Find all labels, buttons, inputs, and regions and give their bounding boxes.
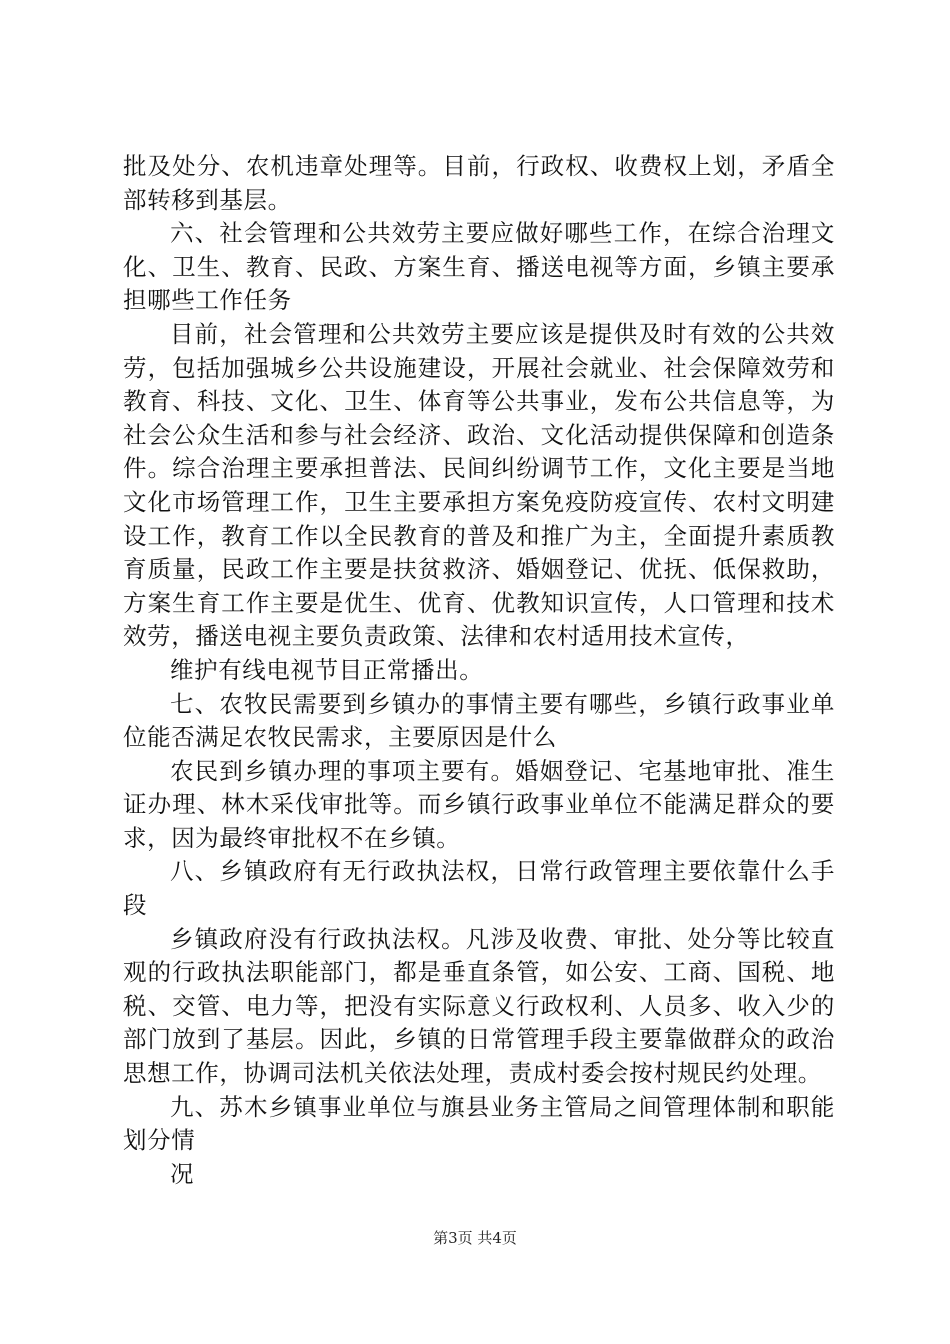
question-nine-heading: 九、苏木乡镇事业单位与旗县业务主管局之间管理体制和职能划分情: [123, 1092, 835, 1155]
question-seven-answer: 农民到乡镇办理的事项主要有。婚姻登记、宅基地审批、准生证办理、林木采伐审批等。而乡镇行政事业单位不能满足群众的要求，因为最终审批权不在乡镇。: [123, 756, 835, 852]
question-seven-heading: 七、农牧民需要到乡镇办的事情主要有哪些，乡镇行政事业单位能否满足农牧民需求，主要原因是什么: [123, 689, 835, 752]
question-eight-heading: 八、乡镇政府有无行政执法权，日常行政管理主要依靠什么手段: [123, 857, 835, 920]
question-six-answer-end: 维护有线电视节目正常播出。: [170, 655, 484, 684]
question-nine-heading-end: 况: [170, 1159, 195, 1188]
document-body: [123, 150, 835, 1191]
paragraph-continuation: 批及处分、农机违章处理等。目前，行政权、收费权上划，矛盾全部转移到基层。: [123, 152, 835, 214]
page-number-footer: 第3页 共4页: [433, 1229, 517, 1247]
question-six-heading: 六、社会管理和公共效劳主要应做好哪些工作，在综合治理文化、卫生、教育、民政、方案生育、播送电视等方面，乡镇主要承担哪些工作任务: [123, 219, 835, 315]
question-eight-answer: 乡镇政府没有行政执法权。凡涉及收费、审批、处分等比较直观的行政执法职能部门，都是垂直条管，如公安、工商、国税、地税、交管、电力等，把没有实际意义行政权利、人员多、收入少的部门放到了基层。因此，乡镇的日常管理手段主要靠做群众的政治思想工作，协调司法机关依法处理，责成村委会按村规民约处理。: [123, 924, 835, 1088]
question-six-answer: 目前，社会管理和公共效劳主要应该是提供及时有效的公共效劳，包括加强城乡公共设施建设，开展社会就业、社会保障效劳和教育、科技、文化、卫生、体育等公共事业，发布公共信息等，为社会公众生活和参与社会经济、政治、文化活动提供保障和创造条件。综合治理主要承担普法、民间纠纷调节工作，文化主要是当地文化市场管理工作，卫生主要承担方案免疫防疫宣传、农村文明建设工作，教育工作以全民教育的普及和推广为主，全面提升素质教育质量，民政工作主要是扶贫救济、婚姻登记、优抚、低保救助，方案生育工作主要是优生、优育、优教知识宣传，人口管理和技术效劳，播送电视主要负责政策、法律和农村适用技术宣传，: [123, 319, 835, 651]
